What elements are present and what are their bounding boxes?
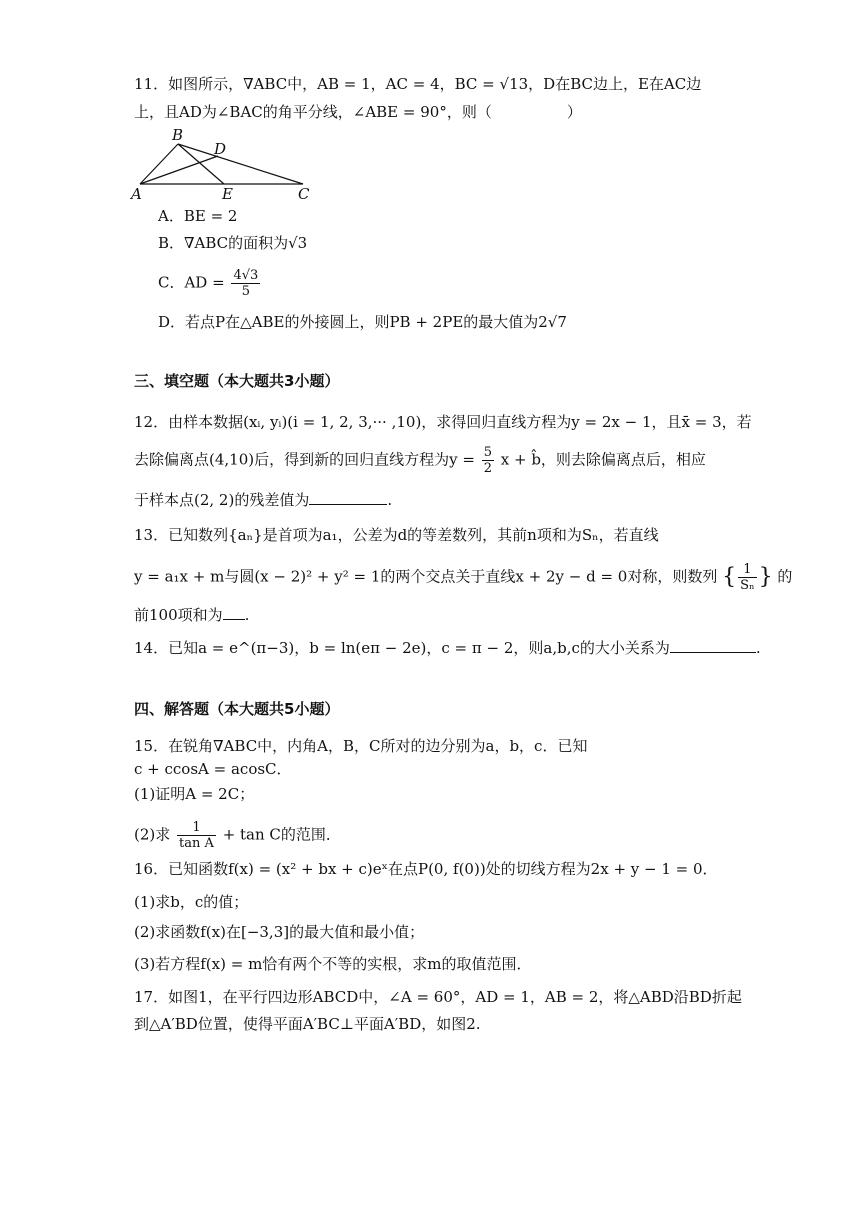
q11-option-c-fraction [231,268,260,299]
label-e: E [222,185,233,203]
q12-line3-text: 于样本点(2, 2)的残差值为 [134,491,310,509]
q13-fraction [738,562,757,593]
q13-left-brace-icon: { [722,564,737,590]
q15-line2: c + ccosA = acosC． [134,760,292,778]
label-a: A [131,185,142,203]
q11-line1: 11．如图所示，∇ABC中，AB = 1，AC = 4，BC = √13，D在BC边上，E在AC边 [134,75,702,93]
triangle-figure [128,126,328,204]
q12-answer-blank[interactable] [309,488,387,505]
q14-line1-period: . [755,639,761,657]
q15-fraction-num: 1 [177,820,216,836]
q14-line1-text: 14．已知a = e^(π−3)，b = ln(eπ − 2e)，c = π − 2，则a,b,c的大小关系为 [134,639,670,657]
q12-line2-start: 去除偏离点(4,10)后，得到新的回归直线方程为y = [134,450,475,469]
q13-line2-end: 的 [777,567,793,586]
q13-line3 [134,603,249,626]
q14-line1 [134,636,761,659]
q13-line1: 13．已知数列{aₙ}是首项为a₁，公差为d的等差数列，其前n项和为Sₙ，若直线 [134,526,659,544]
q13-line2 [134,562,792,593]
q11-option-c [158,268,262,299]
q13-line2-start: y = a₁x + m与圆(x − 2)² + y² = 1的两个交点关于直线x + 2y − d = 0对称，则数列 [134,567,718,586]
q12-line2-end: x + b̂，则去除偏离点后，相应 [500,450,706,469]
q13-line3-period: . [244,606,250,624]
q16-part1: (1)求b，c的值； [134,893,249,911]
q12-fraction-num: 5 [483,445,492,460]
q11-option-c-den: 5 [241,284,251,299]
q12-line2 [134,445,706,476]
q12-fraction-den: 2 [483,461,492,476]
q16-part2: (2)求函数f(x)在[−3,3]的最大值和最小值； [134,923,425,941]
q11-line2: 上，且AD为∠BAC的角平分线，∠ABE = 90°，则（ ） [134,103,582,121]
q15-line1: 15．在锐角∇ABC中，内角A，B，C所对的边分别为a，b，c．已知 [134,737,588,755]
q12-line1: 12．由样本数据(xᵢ, yᵢ)(i = 1, 2, 3,··· ,10)，求得回归直线方程为y = 2x − 1，且x̄ = 3，若 [134,413,752,431]
q13-fraction-den: Sₙ [740,578,755,593]
q13-fraction-num: 1 [738,562,757,578]
q16-line1: 16．已知函数f(x) = (x² + bx + c)eˣ在点P(0, f(0))处的切线方程为2x + y − 1 = 0． [134,860,718,878]
q11-option-c-num: 4√3 [233,268,259,283]
q14-answer-blank[interactable] [670,636,756,653]
q17-line2: 到△A′BD位置，使得平面A′BC⊥平面A′BD，如图2. [134,1015,481,1033]
q13-line3-text: 前100项和为 [134,606,223,624]
q15-part2-start: (2)求 [134,825,171,844]
q12-fraction [482,445,494,476]
q12-line3 [134,488,392,511]
q15-fraction-den: tan A [179,836,214,851]
section-heading-fill-in: 三、填空题（本大题共3小题） [134,372,340,390]
q13-answer-blank[interactable] [223,603,245,620]
q13-right-brace-icon: } [758,564,773,590]
q16-part3: (3)若方程f(x) = m恰有两个不等的实根，求m的取值范围． [134,955,532,973]
q12-line3-period: . [387,491,393,509]
label-c: C [298,185,310,203]
q15-fraction [177,820,216,851]
q15-part2 [134,820,341,851]
q11-option-d: D．若点P在△ABE的外接圆上，则PB + 2PE的最大值为2√7 [158,313,567,331]
q11-option-a: A．BE = 2 [158,207,238,225]
label-b: B [172,126,184,144]
q17-line1: 17．如图1，在平行四边形ABCD中，∠A = 60°，AD = 1，AB = 2，将△ABD沿BD折起 [134,988,742,1006]
section-heading-solutions: 四、解答题（本大题共5小题） [134,700,340,718]
q15-part2-end: + tan C的范围． [222,825,341,844]
label-d: D [214,140,227,158]
q11-option-b: B．∇ABC的面积为√3 [158,234,308,252]
q11-option-c-prefix: C．AD = [158,273,225,292]
q15-part1: (1)证明A = 2C； [134,785,255,803]
